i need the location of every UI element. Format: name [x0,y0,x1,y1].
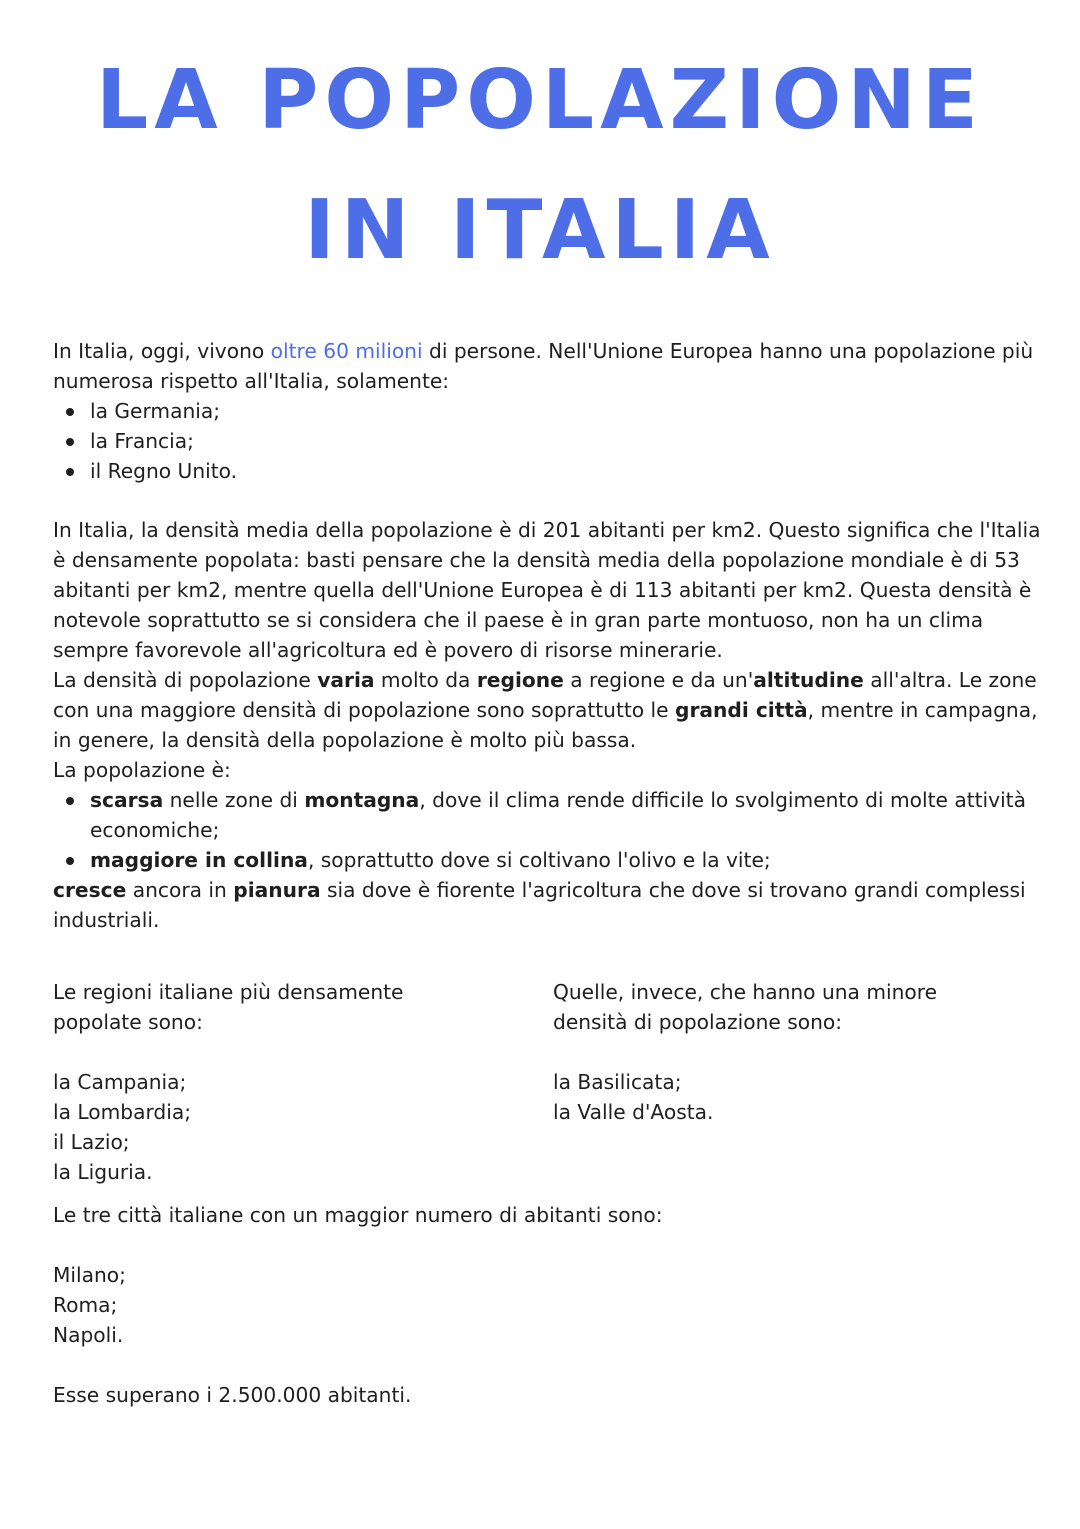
list-item [53,845,1043,875]
intro-highlight: oltre 60 milioni [270,339,423,363]
list-item [53,785,1043,845]
density-paragraph-3: La popolazione è: [53,758,231,782]
list-item: la Francia; [53,426,1043,456]
bold-text: varia [317,668,375,692]
cities-heading: Le tre città italiane con un maggior numero di abitanti sono: [53,1203,663,1227]
text-run: La densità di popolazione [53,668,318,692]
bold-text: regione [476,668,564,692]
list-item: la Germania; [53,396,1043,426]
density-paragraph-1: In Italia, la densità media della popolazione è di 201 abitanti per km2. Questo significa che l'Italia è densamente popolata: basti pensare che la densità media della popolazione mondiale è di 53 abitanti per km2, mentre quella dell'Unione Europea è di 113 abitanti per km2. Questa densità è notevole soprattutto se si considera che il paese è in gran parte montuoso, non ha un clima sempre favorevole all'agricoltura ed è povero di risorse minerarie. [53,518,1041,662]
intro-text-before: In Italia, oggi, vivono [53,339,271,363]
cities-list [53,1260,1043,1350]
cities-section [53,1200,1043,1410]
list-item: Napoli. [53,1323,124,1347]
bold-text: pianura [233,878,321,902]
bold-text: scarsa [90,788,164,812]
list-item: la Basilicata; [553,1070,682,1094]
population-list [53,785,1043,875]
text-run: ancora in [126,878,234,902]
bold-text: montagna [304,788,420,812]
country-list [53,396,1043,486]
page-title-line-2: IN ITALIA [304,183,776,278]
list-item: il Lazio; [53,1130,130,1154]
text-run: a regione e da un' [563,668,754,692]
bold-text: grandi città [675,698,808,722]
text-run: all'altra. Le zone con una maggiore densità di popolazione sono soprattutto le [53,668,1037,722]
dense-regions-list [53,1067,503,1187]
bold-text: cresce [53,878,127,902]
text-run: , dove il clima rende difficile lo svolgimento di molte attività economiche; [90,788,1026,842]
text-run: nelle zone di [163,788,305,812]
text-run: , mentre in campagna, in genere, la densità della popolazione è molto più bassa. [53,698,1038,752]
intro-text-after: di persone. Nell'Unione Europea hanno una popolazione più numerosa rispetto all'Italia, solamente: [53,339,1034,393]
list-item: la Campania; [53,1070,187,1094]
list-item: la Valle d'Aosta. [553,1100,714,1124]
list-item: la Liguria. [53,1160,153,1184]
dense-regions-column [53,977,503,1187]
density-paragraph-4 [53,875,1043,935]
cities-closing: Esse superano i 2.500.000 abitanti. [53,1383,412,1407]
text-run: , soprattutto dove si coltivano l'olivo e la vite; [307,848,771,872]
page-title-line-1: LA POPOLAZIONE [96,53,984,148]
density-section [53,515,1043,935]
dense-regions-heading: Le regioni italiane più densamente popolate sono: [53,980,404,1034]
list-item: Roma; [53,1293,118,1317]
bold-text: maggiore in collina [90,848,308,872]
sparse-regions-list [553,1067,1013,1127]
intro-paragraph [53,336,1043,396]
sparse-regions-heading: Quelle, invece, che hanno una minore densità di popolazione sono: [553,980,938,1034]
intro-section [53,336,1043,486]
list-item: la Lombardia; [53,1100,192,1124]
list-item: il Regno Unito. [53,456,1043,486]
text-run: molto da [374,668,477,692]
sparse-regions-column [553,977,1013,1127]
list-item: Milano; [53,1263,126,1287]
bold-text: altitudine [753,668,864,692]
density-paragraph-2 [53,665,1043,755]
text-run: sia dove è fiorente l'agricoltura che dove si trovano grandi complessi industriali. [53,878,1026,932]
